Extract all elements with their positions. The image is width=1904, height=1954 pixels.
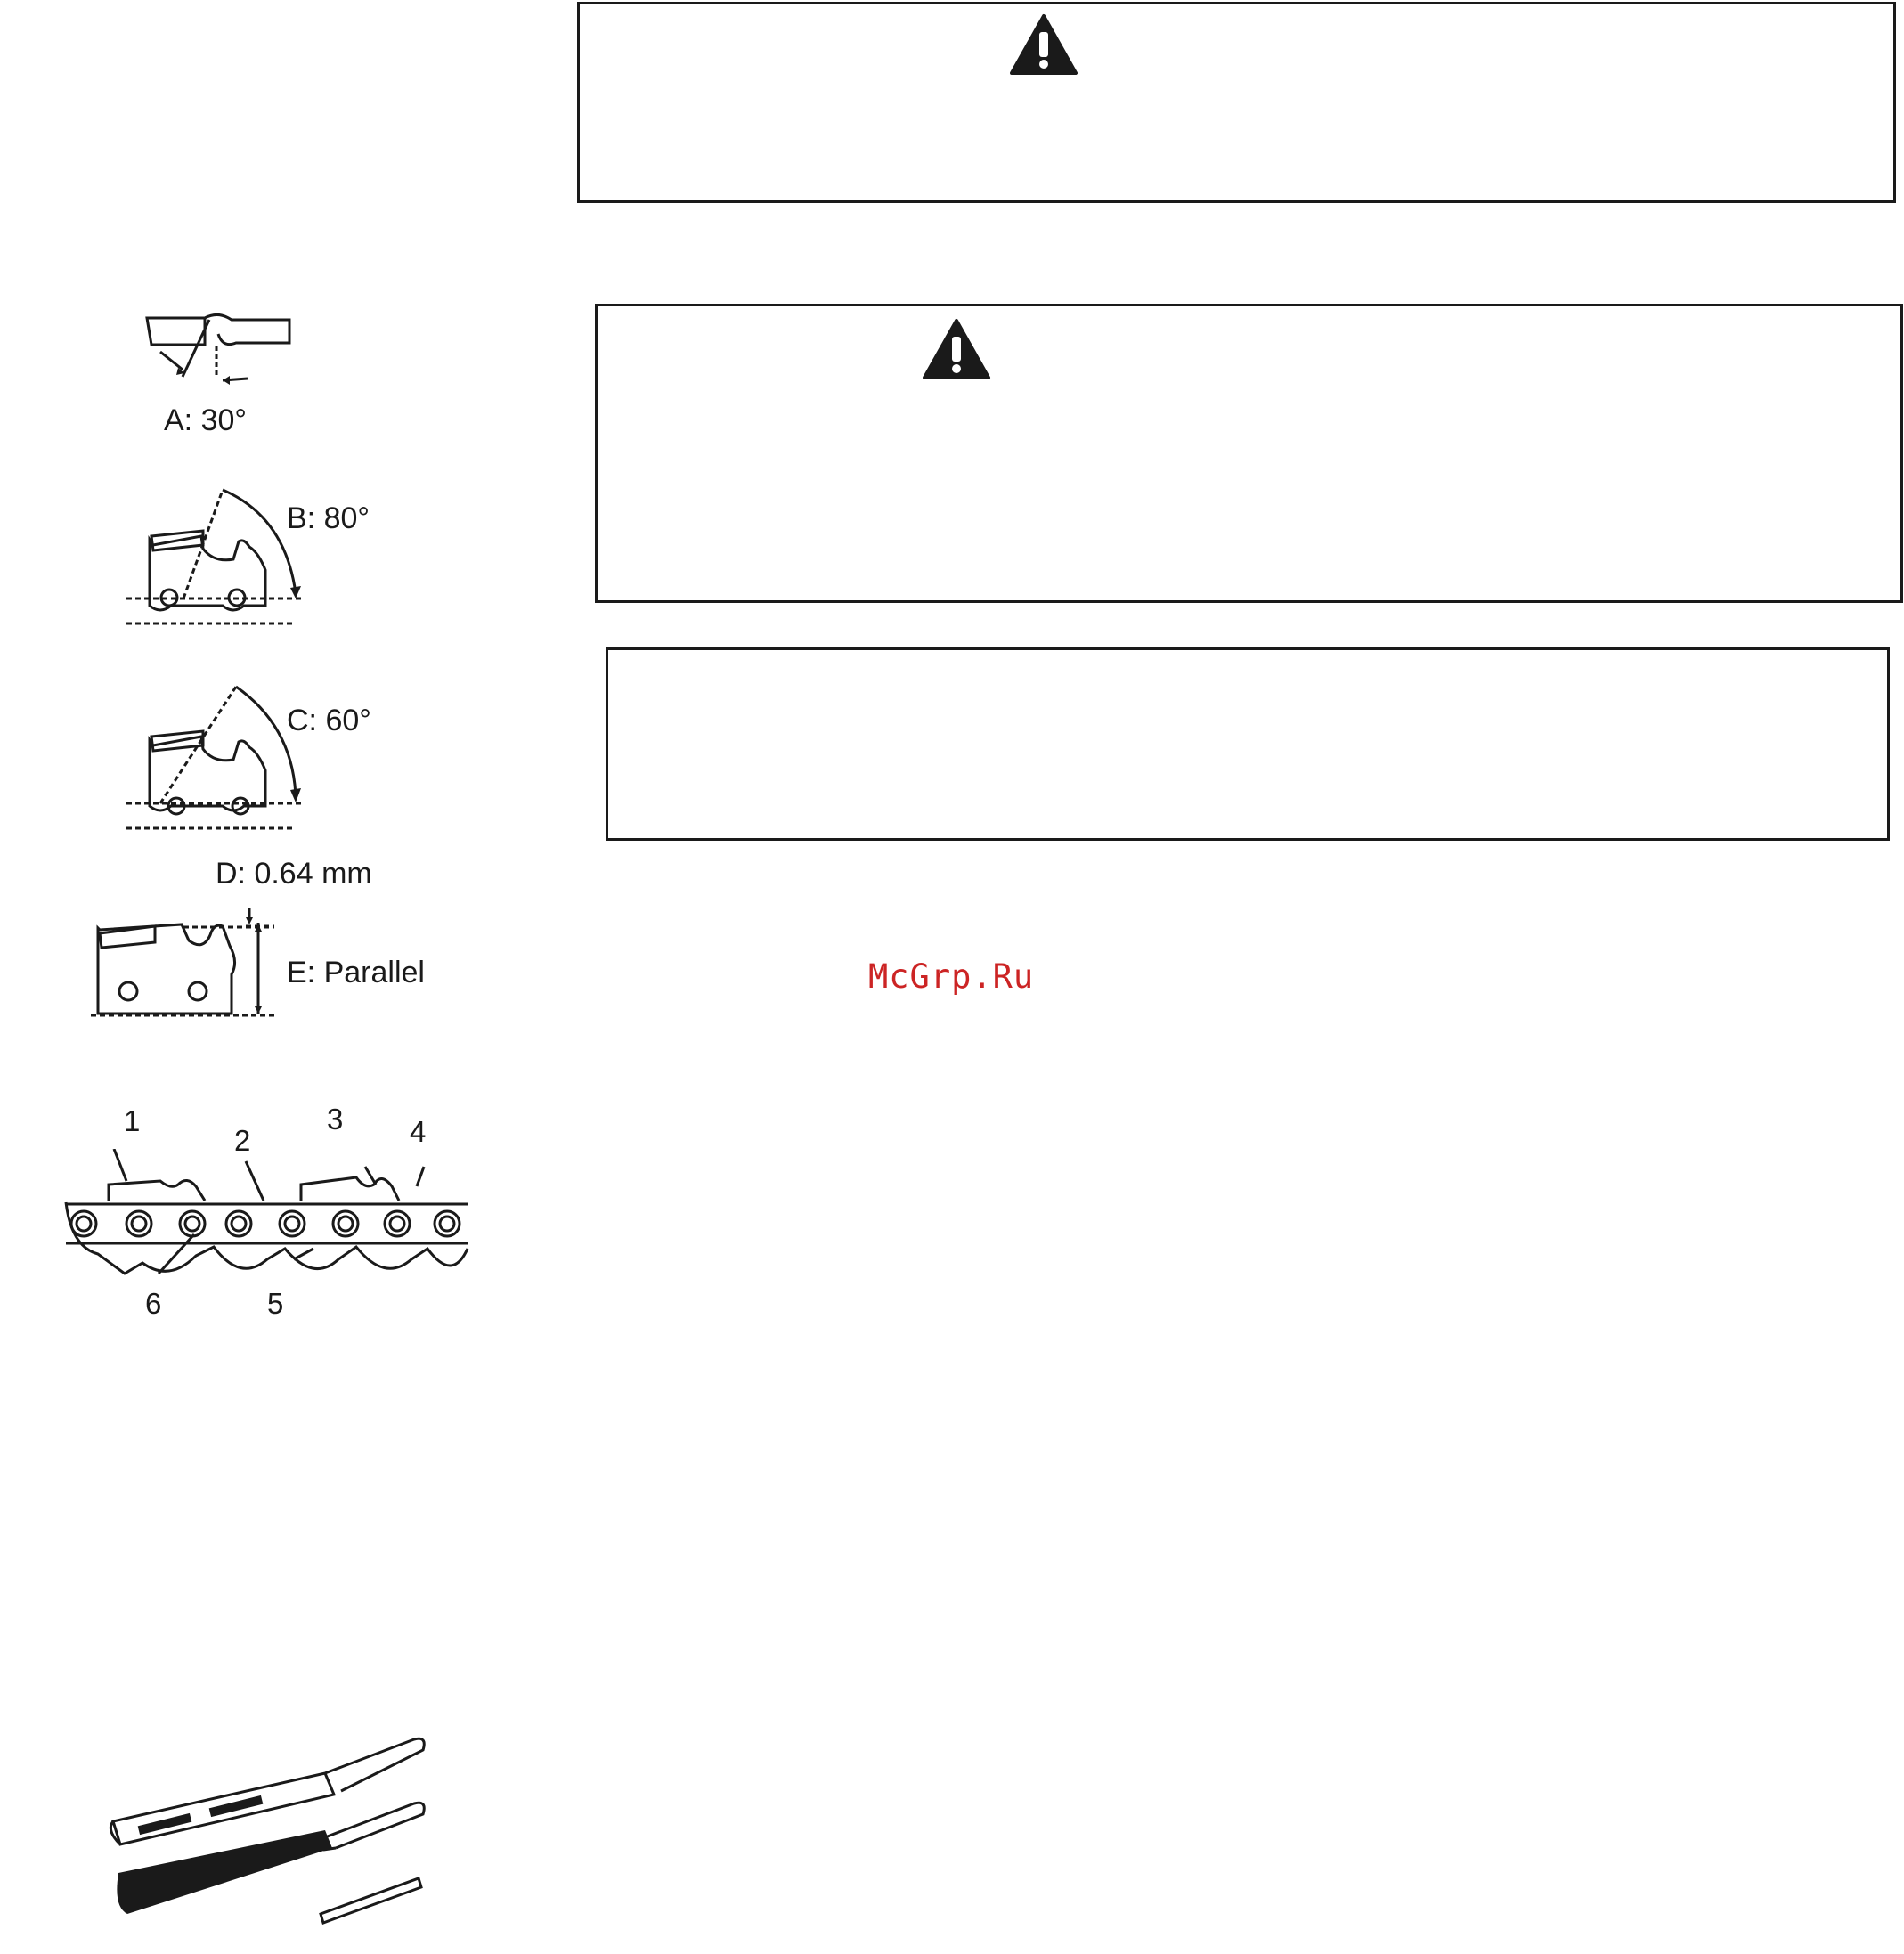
watermark: McGrp.Ru bbox=[868, 957, 1035, 996]
label-parallel-e: E: Parallel bbox=[287, 956, 425, 989]
sharpening-file-tools-figure bbox=[102, 1723, 432, 1928]
cutter-filing-angle-b-figure bbox=[125, 481, 312, 637]
label-depth-d: D: 0.64 mm bbox=[216, 857, 372, 891]
callout-1: 1 bbox=[124, 1104, 141, 1137]
label-angle-b: B: 80° bbox=[287, 501, 370, 535]
label-angle-c: C: 60° bbox=[287, 704, 371, 737]
cutter-side-angle-c-figure bbox=[125, 681, 312, 837]
cutter-depth-gauge-figure bbox=[89, 900, 294, 1024]
warning-triangle-icon bbox=[1009, 12, 1078, 77]
notice-box bbox=[606, 647, 1890, 841]
label-angle-a: A: 30° bbox=[164, 403, 247, 437]
callout-6: 6 bbox=[145, 1287, 162, 1320]
warning-box-1 bbox=[577, 2, 1896, 203]
callout-2: 2 bbox=[234, 1124, 251, 1157]
cutter-top-plate-angle-figure bbox=[134, 307, 312, 396]
warning-triangle-icon bbox=[922, 317, 991, 381]
callout-3: 3 bbox=[327, 1103, 344, 1136]
warning-box-2 bbox=[595, 304, 1903, 603]
saw-chain-parts-figure bbox=[62, 1149, 472, 1291]
callout-4: 4 bbox=[410, 1115, 427, 1148]
callout-5: 5 bbox=[267, 1287, 284, 1320]
